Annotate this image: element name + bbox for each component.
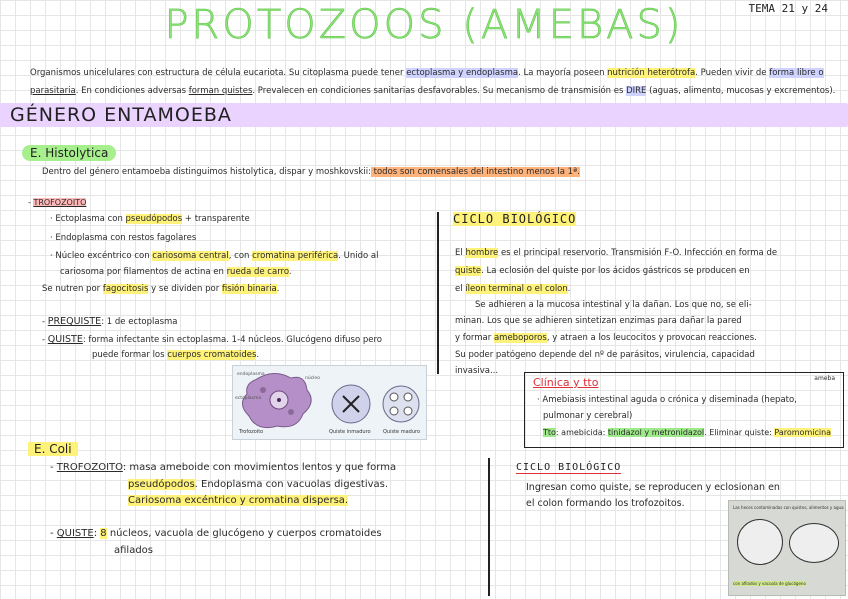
quiste-text: puede formar los xyxy=(92,350,168,360)
photo-caption: Las heces contaminadas con quistes, alimentos y agua xyxy=(733,505,844,510)
ciclo-text: . La eclosión del quiste por los ácidos gástricos se producen en xyxy=(481,266,750,276)
trof-highlight: cromatina periférica xyxy=(252,251,339,261)
intro-text: . En condiciones adversas xyxy=(75,86,189,96)
illustration-label: núcleo xyxy=(305,376,320,381)
quiste-line-2 xyxy=(92,350,259,361)
intro-text: . Prevalecen en condiciones sanitarias desfavorables. Su mecanismo de transmisión es xyxy=(252,86,627,96)
ciclo-highlight: íleon terminal o el colon xyxy=(465,284,568,294)
clinica-heading-text: Clínica y tto xyxy=(533,376,599,389)
prequiste-text: : 1 de ectoplasma xyxy=(101,317,178,327)
trof-text: . Unido al xyxy=(338,251,379,261)
tema-label: TEMA 21 y 24 xyxy=(748,2,828,15)
divider-vertical xyxy=(488,458,490,596)
clinica-highlight: tinidazol y metronidazol xyxy=(607,428,705,437)
quiste-text: . xyxy=(256,350,260,360)
ciclo-line-1 xyxy=(455,248,777,259)
illustration-caption: Quiste inmaduro xyxy=(329,429,371,435)
trof-text: cariosoma por filamentos de actina en xyxy=(60,267,227,277)
coli-quiste-label: QUISTE xyxy=(56,528,94,539)
trof-highlight: rueda de carro xyxy=(226,267,289,277)
coli-text: núcleos, vacuola de glucógeno y cuerpos cromatoides xyxy=(106,528,382,539)
clinica-highlight: Tto xyxy=(543,428,556,437)
clinica-line-2: pulmonar y cerebral) xyxy=(543,411,633,421)
coli-heading-text: E. Coli xyxy=(28,442,78,456)
ciclo2-line-2: el colon formando los trofozoitos. xyxy=(526,498,685,509)
amoeba-illustration xyxy=(232,365,427,440)
coli-text: : masa ameboide con movimientos lentos y que forma xyxy=(122,462,397,473)
cyst-cell xyxy=(789,523,839,563)
ciclo-line-3 xyxy=(455,284,570,295)
ciclo-text: y formar xyxy=(455,333,494,343)
ciclo-line-5: minan. Los que se adhieren sintetizan enzimas para dañar la pared xyxy=(455,316,742,326)
intro-text: forman quistes xyxy=(188,86,253,96)
ciclo-line-2 xyxy=(455,266,750,277)
coli-quiste-line-1: - QUISTE: 8 núcleos, vacuola de glucógeno y cuerpos cromatoides xyxy=(50,528,382,539)
cyst-photo xyxy=(728,500,846,596)
histolytica-intro xyxy=(42,167,580,178)
intro-highlight: nutrición heterótrofa xyxy=(607,68,696,78)
trof-text: y se dividen por xyxy=(148,284,222,294)
coli-highlight: 8 xyxy=(100,528,107,539)
ciclo-heading-text: CICLO BIOLÓGICO xyxy=(453,212,577,226)
ciclo-highlight: hombre xyxy=(465,248,499,258)
trof-text: · Ectoplasma con xyxy=(50,214,126,224)
coli-text: . Endoplasma con vacuolas digestivas. xyxy=(194,479,389,490)
trof-highlight: cariosoma central xyxy=(152,251,229,261)
coli-trof-label: TROFOZOITO xyxy=(56,462,123,473)
histolytica-intro-text: Dentro del género entamoeba distinguimos histolytica, dispar y moshkovskii: xyxy=(42,167,371,177)
divider-vertical xyxy=(437,212,439,374)
trof-highlight: fisión binaria xyxy=(221,284,277,294)
ciclo2-heading xyxy=(516,462,621,473)
coli-trof-line-2 xyxy=(128,479,388,492)
illustration-label: endoplasma xyxy=(237,372,265,377)
clinica-line-3 xyxy=(543,428,831,438)
intro-highlight: ectoplasma y endoplasma xyxy=(406,68,519,78)
histolytica-intro-highlight: todos son comensales del intestino menos la 1ª. xyxy=(370,167,580,177)
trof-text: . xyxy=(276,284,280,294)
trofozoito-label-text: TROFOZOITO xyxy=(33,198,87,207)
trof-text: · Núcleo excéntrico con xyxy=(50,251,153,261)
illustration-caption: Trofozoito xyxy=(239,429,264,435)
ciclo-text: . xyxy=(567,284,571,294)
trof-line-5 xyxy=(42,284,279,295)
trof-line-1 xyxy=(50,214,250,225)
ciclo-text: El xyxy=(455,248,466,258)
clinica-highlight: Paromomicina xyxy=(774,428,832,437)
ciclo2-heading-text: CICLO BIOLÓGICO xyxy=(516,462,622,473)
trofozoito-label: - TROFOZOITO xyxy=(28,198,87,207)
illustration-label: ectoplasma xyxy=(235,396,262,401)
intro-text: . Pueden vivir de xyxy=(695,68,770,78)
quiste-label: QUISTE xyxy=(47,334,83,345)
trof-line-2: · Endoplasma con restos fagolares xyxy=(50,233,197,243)
ciclo-text: es el principal reservorio. Transmisión F-O. Infección en forma de xyxy=(498,248,778,258)
ciclo-line-8: invasiva... xyxy=(455,366,499,376)
trof-text: . xyxy=(288,267,292,277)
intro-line-1 xyxy=(30,68,824,79)
intro-text: (aguas, alimento, mucosas y excrementos). xyxy=(646,86,836,96)
trof-line-3 xyxy=(50,251,378,262)
cyst-cell xyxy=(737,519,783,565)
trof-text: + transparente xyxy=(182,214,250,224)
coli-highlight: Cariosoma excéntrico y cromatina dispersa. xyxy=(128,495,349,506)
trof-line-4 xyxy=(60,267,292,278)
intro-text: . La mayoría poseen xyxy=(518,68,608,78)
coli-trof-line-1: - TROFOZOITO: masa ameboide con movimientos lentos y que forma xyxy=(50,462,397,473)
coli-highlight: pseudópodos xyxy=(128,479,195,490)
ciclo-line-7: Su poder patógeno depende del nº de parásitos, virulencia, capacidad xyxy=(455,350,755,360)
clinica-text: : amebicida: xyxy=(555,428,608,437)
ciclo-highlight: quiste xyxy=(455,266,482,276)
ciclo2-line-1: Ingresan como quiste, se reproducen y eclosionan en xyxy=(526,482,780,493)
clinica-line-1: · Amebiasis intestinal aguda o crónica y diseminada (hepato, xyxy=(537,395,797,405)
quiste-text: : forma infectante sin ectoplasma. 1-4 núcleos. Glucógeno difuso pero xyxy=(82,335,382,345)
ciclo-text: , y atraen a los leucocitos y provocan reacciones. xyxy=(546,333,757,343)
intro-text: Organismos unicelulares con estructura de célula eucariota. Su citoplasma puede tener xyxy=(30,68,407,78)
prequiste-label: PREQUISTE xyxy=(47,316,102,327)
trof-highlight: fagocitosis xyxy=(102,284,149,294)
ciclo-line-6 xyxy=(455,333,757,344)
illustration-caption: Quiste maduro xyxy=(383,429,421,435)
ciclo-line-4: Se adhieren a la mucosa intestinal y la dañan. Los que no, se eli- xyxy=(475,300,752,310)
clinica-note: ameba xyxy=(814,375,835,382)
clinica-box xyxy=(524,372,844,448)
ciclo-heading xyxy=(453,212,576,226)
photo-caption: con afilados y vacuola de glucógeno xyxy=(733,581,806,586)
clinica-text: . Eliminar quiste: xyxy=(704,428,775,437)
intro-text: parasitaria xyxy=(30,86,76,96)
quiste-line: - QUISTE: forma infectante sin ectoplasma. 1-4 núcleos. Glucógeno difuso pero xyxy=(42,334,382,345)
coli-heading xyxy=(28,442,78,456)
intro-line-2 xyxy=(30,86,835,97)
trof-text: Se nutren por xyxy=(42,284,103,294)
histolytica-heading-text: E. Histolytica xyxy=(22,145,116,161)
ciclo-text: el xyxy=(455,284,466,294)
quiste-highlight: cuerpos cromatoides xyxy=(167,350,257,360)
ciclo-highlight: ameboporos xyxy=(493,333,547,343)
intro-highlight: DIRE xyxy=(626,86,647,96)
coli-quiste-line-2: afilados xyxy=(114,545,154,556)
page-title: PROTOZOOS (AMEBAS) xyxy=(164,2,684,48)
histolytica-heading xyxy=(22,146,116,160)
trof-highlight: pseudópodos xyxy=(125,214,183,224)
intro-highlight: forma libre o xyxy=(769,68,824,78)
section-title: GÉNERO ENTAMOEBA xyxy=(10,104,232,126)
clinica-heading xyxy=(533,376,598,389)
prequiste-line: - PREQUISTE: 1 de ectoplasma xyxy=(42,316,178,327)
coli-trof-line-3 xyxy=(128,495,348,508)
trof-text: , con xyxy=(228,251,253,261)
